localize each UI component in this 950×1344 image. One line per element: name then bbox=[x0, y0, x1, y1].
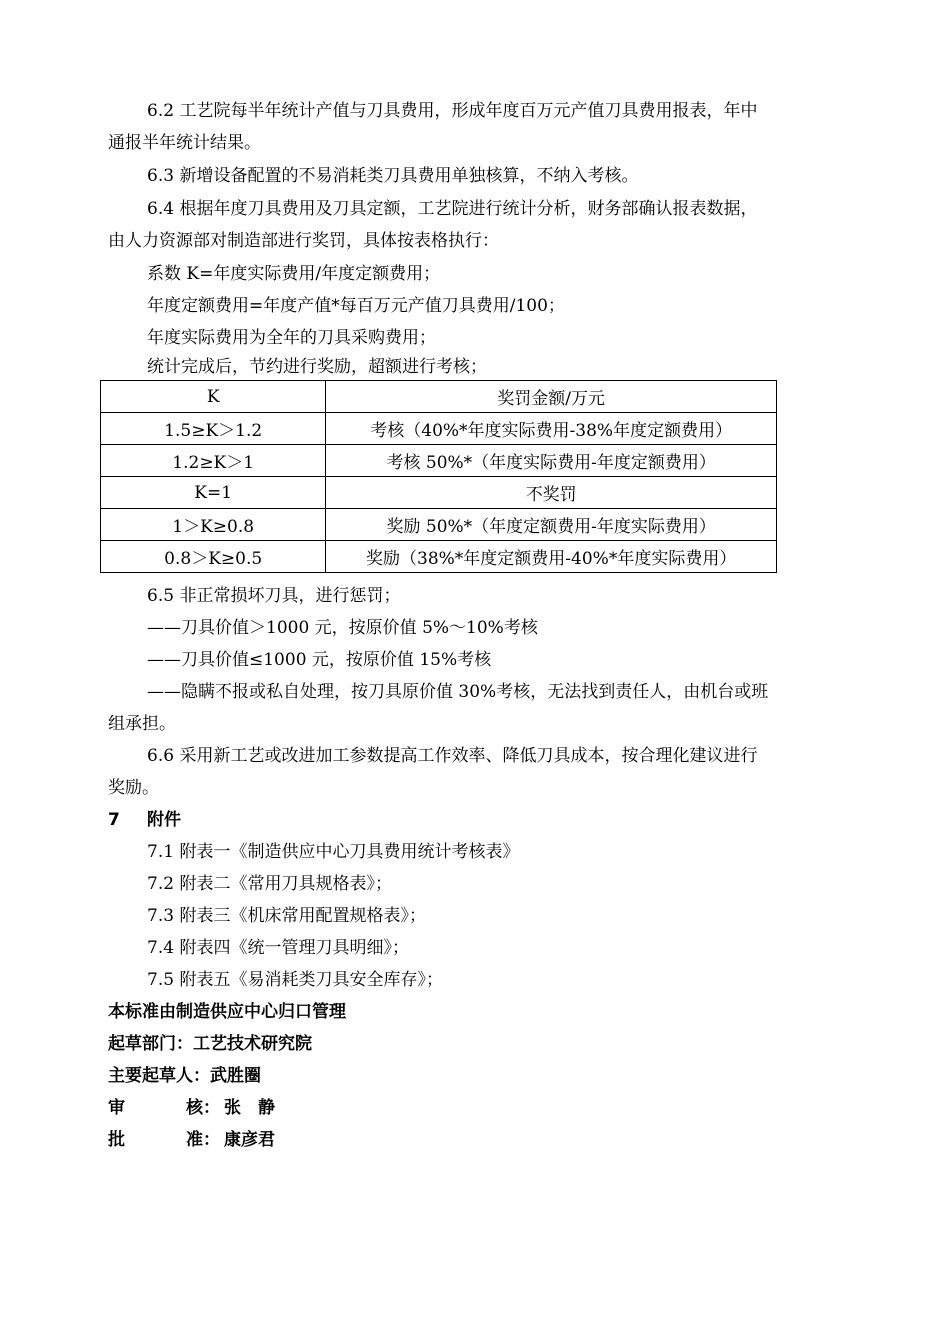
attachment-item: 7.3 附表三《机床常用配置规格表》； bbox=[147, 906, 426, 926]
table-row bbox=[101, 477, 777, 509]
attachment-item: 7.5 附表五《易消耗类刀具安全库存》； bbox=[147, 970, 443, 990]
approver-label-2: 准： bbox=[186, 1130, 220, 1150]
para-6-3: 6.3 新增设备配置的不易消耗类刀具费用单独核算，不纳入考核。 bbox=[147, 166, 639, 186]
drafting-dept: 起草部门：工艺技术研究院 bbox=[108, 1034, 312, 1054]
attachment-item: 7.4 附表四《统一管理刀具明细》； bbox=[147, 938, 409, 958]
penalty-item-3-line2: 组承担。 bbox=[108, 714, 176, 734]
table-cell-k: K=1 bbox=[101, 477, 326, 509]
attachment-item: 7.1 附表一《制造供应中心刀具费用统计考核表》 bbox=[147, 842, 520, 862]
table-row bbox=[101, 445, 777, 477]
penalty-item-1: ——刀具价值＞1000 元，按原价值 5%～10%考核 bbox=[147, 618, 538, 638]
para-6-5: 6.5 非正常损坏刀具，进行惩罚； bbox=[147, 586, 401, 606]
managed-by: 本标准由制造供应中心归口管理 bbox=[108, 1002, 346, 1022]
attachment-item: 7.2 附表二《常用刀具规格表》； bbox=[147, 874, 392, 894]
table-row bbox=[101, 413, 777, 445]
reviewer-label-1: 审 bbox=[108, 1098, 125, 1118]
section-7-title: 附件 bbox=[147, 810, 181, 830]
formula-quota: 年度定额费用=年度产值*每百万元产值刀具费用/100； bbox=[147, 296, 565, 316]
table-cell-amount: 考核（40%*年度实际费用-38%年度定额费用） bbox=[326, 413, 777, 445]
para-6-4-line1: 6.4 根据年度刀具费用及刀具定额，工艺院进行统计分析，财务部确认报表数据， bbox=[147, 199, 758, 219]
reward-penalty-table bbox=[100, 380, 777, 573]
table-cell-amount: 奖励 50%*（年度定额费用-年度实际费用） bbox=[326, 509, 777, 541]
reviewer-name: 张 静 bbox=[224, 1098, 275, 1118]
para-6-6-line2: 奖励。 bbox=[108, 778, 159, 798]
table-cell-k: 0.8＞K≥0.5 bbox=[101, 541, 326, 573]
approver-name: 康彦君 bbox=[224, 1130, 275, 1150]
table-row bbox=[101, 509, 777, 541]
table-cell-k: 1＞K≥0.8 bbox=[101, 509, 326, 541]
table-cell-amount: 奖励（38%*年度定额费用-40%*年度实际费用） bbox=[326, 541, 777, 573]
table-header-amount: 奖罚金额/万元 bbox=[326, 381, 777, 413]
table-header-k: K bbox=[101, 381, 326, 413]
para-6-2-line1: 6.2 工艺院每半年统计产值与刀具费用，形成年度百万元产值刀具费用报表，年中 bbox=[147, 101, 758, 121]
table-row bbox=[101, 541, 777, 573]
para-6-4-line2: 由人力资源部对制造部进行奖罚，具体按表格执行： bbox=[108, 231, 499, 251]
penalty-item-2: ——刀具价值≤1000 元，按原价值 15%考核 bbox=[147, 650, 492, 670]
table-header-row bbox=[101, 381, 777, 413]
table-cell-amount: 考核 50%*（年度实际费用-年度定额费用） bbox=[326, 445, 777, 477]
stat-note: 统计完成后，节约进行奖励，超额进行考核； bbox=[147, 357, 487, 377]
formula-actual: 年度实际费用为全年的刀具采购费用； bbox=[147, 328, 436, 348]
para-6-6-line1: 6.6 采用新工艺或改进加工参数提高工作效率、降低刀具成本，按合理化建议进行 bbox=[147, 746, 758, 766]
approver-label-1: 批 bbox=[108, 1130, 125, 1150]
reviewer-label-2: 核： bbox=[186, 1098, 220, 1118]
formula-k: 系数 K=年度实际费用/年度定额费用； bbox=[147, 264, 441, 284]
para-6-2-line2: 通报半年统计结果。 bbox=[108, 133, 261, 153]
main-drafter: 主要起草人：武胜圈 bbox=[108, 1066, 261, 1086]
table-cell-amount: 不奖罚 bbox=[326, 477, 777, 509]
table-cell-k: 1.2≥K＞1 bbox=[101, 445, 326, 477]
table-cell-k: 1.5≥K＞1.2 bbox=[101, 413, 326, 445]
penalty-item-3-line1: ——隐瞒不报或私自处理，按刀具原价值 30%考核，无法找到责任人，由机台或班 bbox=[147, 682, 769, 702]
section-7-number: 7 bbox=[108, 810, 120, 830]
